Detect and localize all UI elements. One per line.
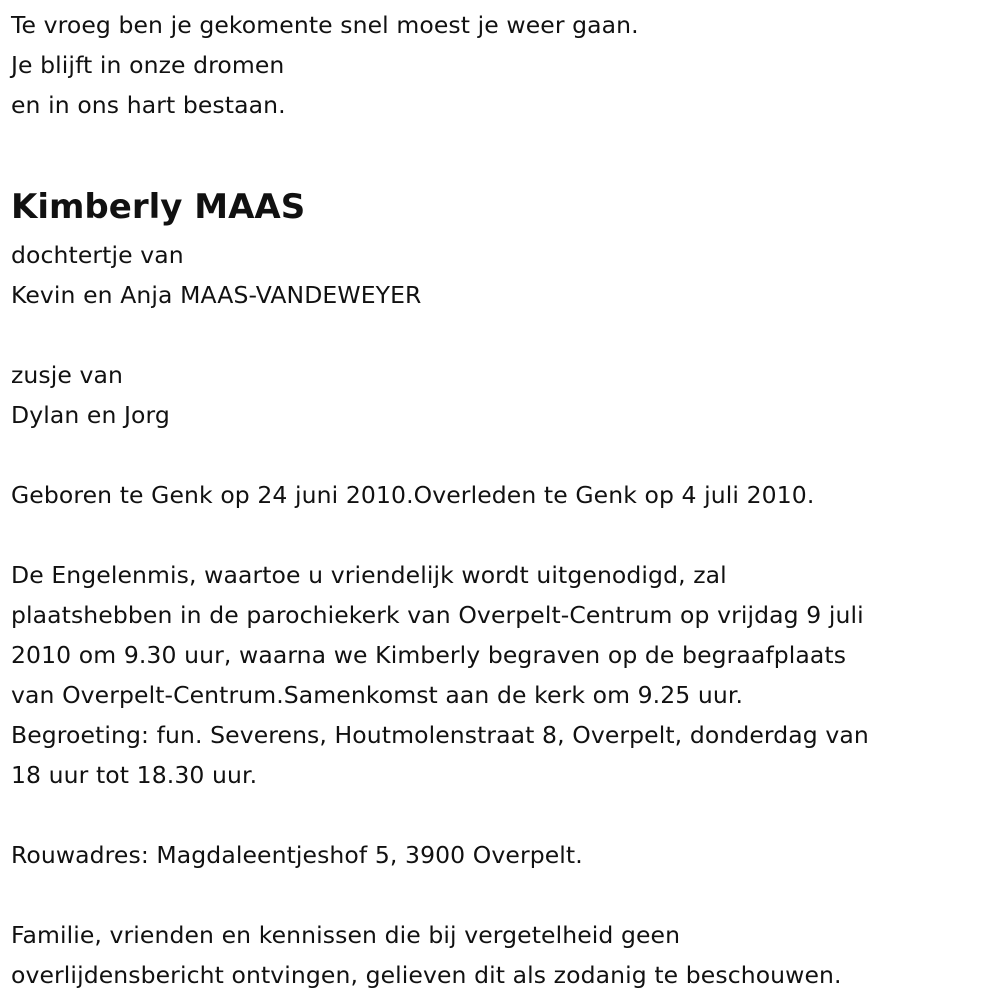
deceased-name: Kimberly MAAS — [11, 187, 306, 227]
parents: Kevin en Anja MAAS-VANDEWEYER — [11, 281, 422, 309]
obituary-notice — [11, 5, 986, 995]
spacer — [11, 795, 986, 835]
ceremony-line: 18 uur tot 18.30 uur. — [11, 761, 258, 789]
spacer — [11, 435, 986, 475]
notice-line: overlijdensbericht ontvingen, gelieven dit als zodanig te beschouwen. — [11, 961, 842, 989]
closing-notice — [11, 915, 986, 995]
spacer — [11, 515, 986, 555]
ceremony-line: plaatshebben in de parochiekerk van Overpelt-Centrum op vrijdag 9 juli — [11, 601, 864, 629]
poem-line: Je blijft in onze dromen — [11, 51, 285, 79]
ceremony-line: van Overpelt-Centrum.Samenkomst aan de kerk om 9.25 uur. — [11, 681, 744, 709]
ceremony-line: 2010 om 9.30 uur, waarna we Kimberly begraven op de begraafplaats — [11, 641, 847, 669]
mourning-address: Rouwadres: Magdaleentjeshof 5, 3900 Overpelt. — [11, 841, 583, 869]
ceremony-line: Begroeting: fun. Severens, Houtmolenstraat 8, Overpelt, donderdag van — [11, 721, 869, 749]
siblings: Dylan en Jorg — [11, 401, 170, 429]
birth-death: Geboren te Genk op 24 juni 2010.Overleden te Genk op 4 juli 2010. — [11, 481, 815, 509]
poem-line: en in ons hart bestaan. — [11, 91, 286, 119]
spacer — [11, 315, 986, 355]
spacer — [11, 875, 986, 915]
siblings-intro: zusje van — [11, 361, 124, 389]
notice-line: Familie, vrienden en kennissen die bij vergetelheid geen — [11, 921, 681, 949]
ceremony-line: De Engelenmis, waartoe u vriendelijk wordt uitgenodigd, zal — [11, 561, 727, 589]
poem-line: Te vroeg ben je gekomente snel moest je weer gaan. — [11, 11, 639, 39]
poem — [11, 5, 986, 125]
parents-intro: dochtertje van — [11, 241, 184, 269]
ceremony-paragraph — [11, 555, 986, 795]
